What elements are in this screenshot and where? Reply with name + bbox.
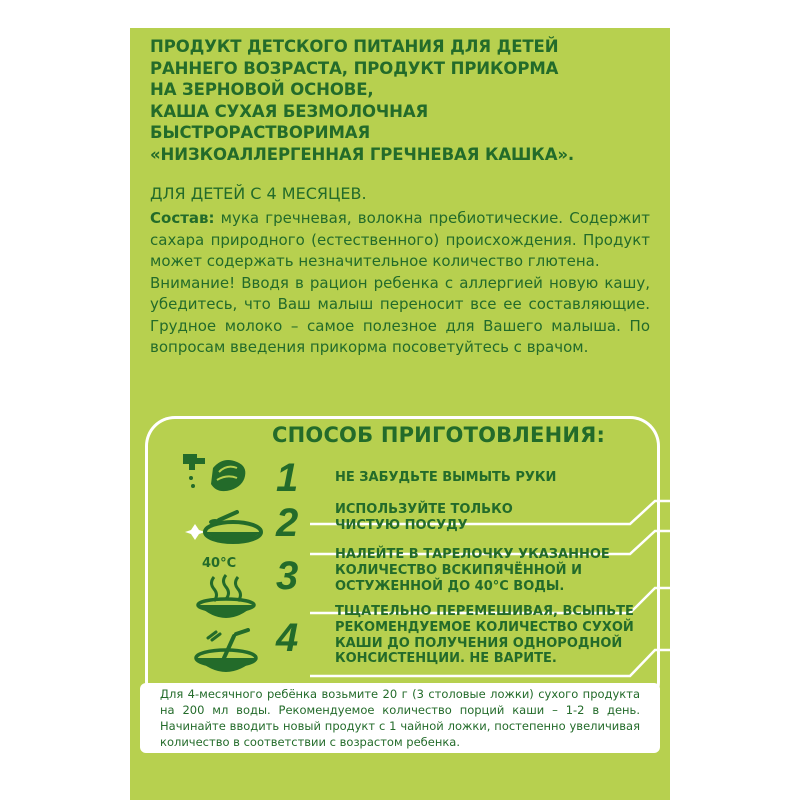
step-line: КОЛИЧЕСТВО ВСКИПЯЧЁННОЙ И <box>335 562 582 578</box>
composition-text: мука гречневая, волокна пребиотические. Содержит сахара природного (естественного) происхождения. Продукт может содержать незначительное количество глютена. <box>150 209 650 270</box>
title-line: КАША СУХАЯ БЕЗМОЛОЧНАЯ <box>150 101 429 121</box>
step-1-number: 1 <box>276 456 299 500</box>
step-line: КАШИ ДО ПОЛУЧЕНИЯ ОДНОРОДНОЙ <box>335 635 623 651</box>
warning-text: Внимание! Вводя в рацион ребенка с аллергией новую кашу, убедитесь, что Ваш малыш переносит все ее составляющие. Грудное молоко – самое полезное для Вашего малыша. По вопросам введения прикорма посоветуйтесь с врачом. <box>150 273 650 356</box>
step-line: КОНСИСТЕНЦИИ. НЕ ВАРИТЕ. <box>335 651 557 667</box>
product-title <box>150 36 665 165</box>
warm-water-bowl-icon <box>192 573 262 623</box>
package-back-panel <box>130 28 670 800</box>
title-line: БЫСТРОРАСТВОРИМАЯ <box>150 123 371 142</box>
step-4-number: 4 <box>276 616 299 660</box>
step-2-number: 2 <box>276 501 299 545</box>
step-line: ТЩАТЕЛЬНО ПЕРЕМЕШИВАЯ, ВСЫПЬТЕ <box>335 604 634 619</box>
title-line: ПРОДУКТ ДЕТСКОГО ПИТАНИЯ ДЛЯ ДЕТЕЙ <box>150 37 559 56</box>
step-2-text <box>335 502 513 534</box>
step-3-number: 3 <box>276 554 299 598</box>
wash-hands-icon <box>175 446 255 501</box>
age-recommendation: ДЛЯ ДЕТЕЙ С 4 МЕСЯЦЕВ. <box>150 184 367 203</box>
temperature-label: 40°C <box>202 556 237 571</box>
preparation-title: СПОСОБ ПРИГОТОВЛЕНИЯ: <box>272 423 606 447</box>
clean-dish-icon <box>185 506 265 556</box>
step-line: РЕКОМЕНДУЕМОЕ КОЛИЧЕСТВО СУХОЙ <box>335 619 634 635</box>
title-line: НА ЗЕРНОВОЙ ОСНОВЕ, <box>150 80 374 99</box>
composition-block <box>150 208 650 359</box>
stirring-bowl-icon <box>188 628 268 683</box>
dosage-note: Для 4-месячного ребёнка возьмите 20 г (3 столовые ложки) сухого продукта на 200 мл воды. Рекомендуемое количество порций каши – 1-2 в день. Начинайте вводить новый продукт с 1 чайной ложки, постепенно увеличивая количество в соответствии с возрастом ребенка. <box>160 687 640 749</box>
step-line: НАЛЕЙТЕ В ТАРЕЛОЧКУ УКАЗАННОЕ <box>335 547 610 562</box>
title-line: «НИЗКОАЛЛЕРГЕННАЯ ГРЕЧНЕВАЯ КАШКА». <box>150 144 575 164</box>
composition-label: Состав: <box>150 209 215 227</box>
step-1-text <box>335 470 556 486</box>
step-line: НЕ ЗАБУДЬТЕ ВЫМЫТЬ РУКИ <box>335 470 557 485</box>
step-line: ИСПОЛЬЗУЙТЕ ТОЛЬКО <box>335 502 513 517</box>
step-4-text <box>335 604 634 667</box>
step-line: ОСТУЖЕННОЙ ДО 40°С ВОДЫ. <box>335 578 565 594</box>
step-line: ЧИСТУЮ ПОСУДУ <box>335 517 468 533</box>
step-3-text <box>335 547 610 594</box>
title-line: РАННЕГО ВОЗРАСТА, ПРОДУКТ ПРИКОРМА <box>150 58 559 78</box>
